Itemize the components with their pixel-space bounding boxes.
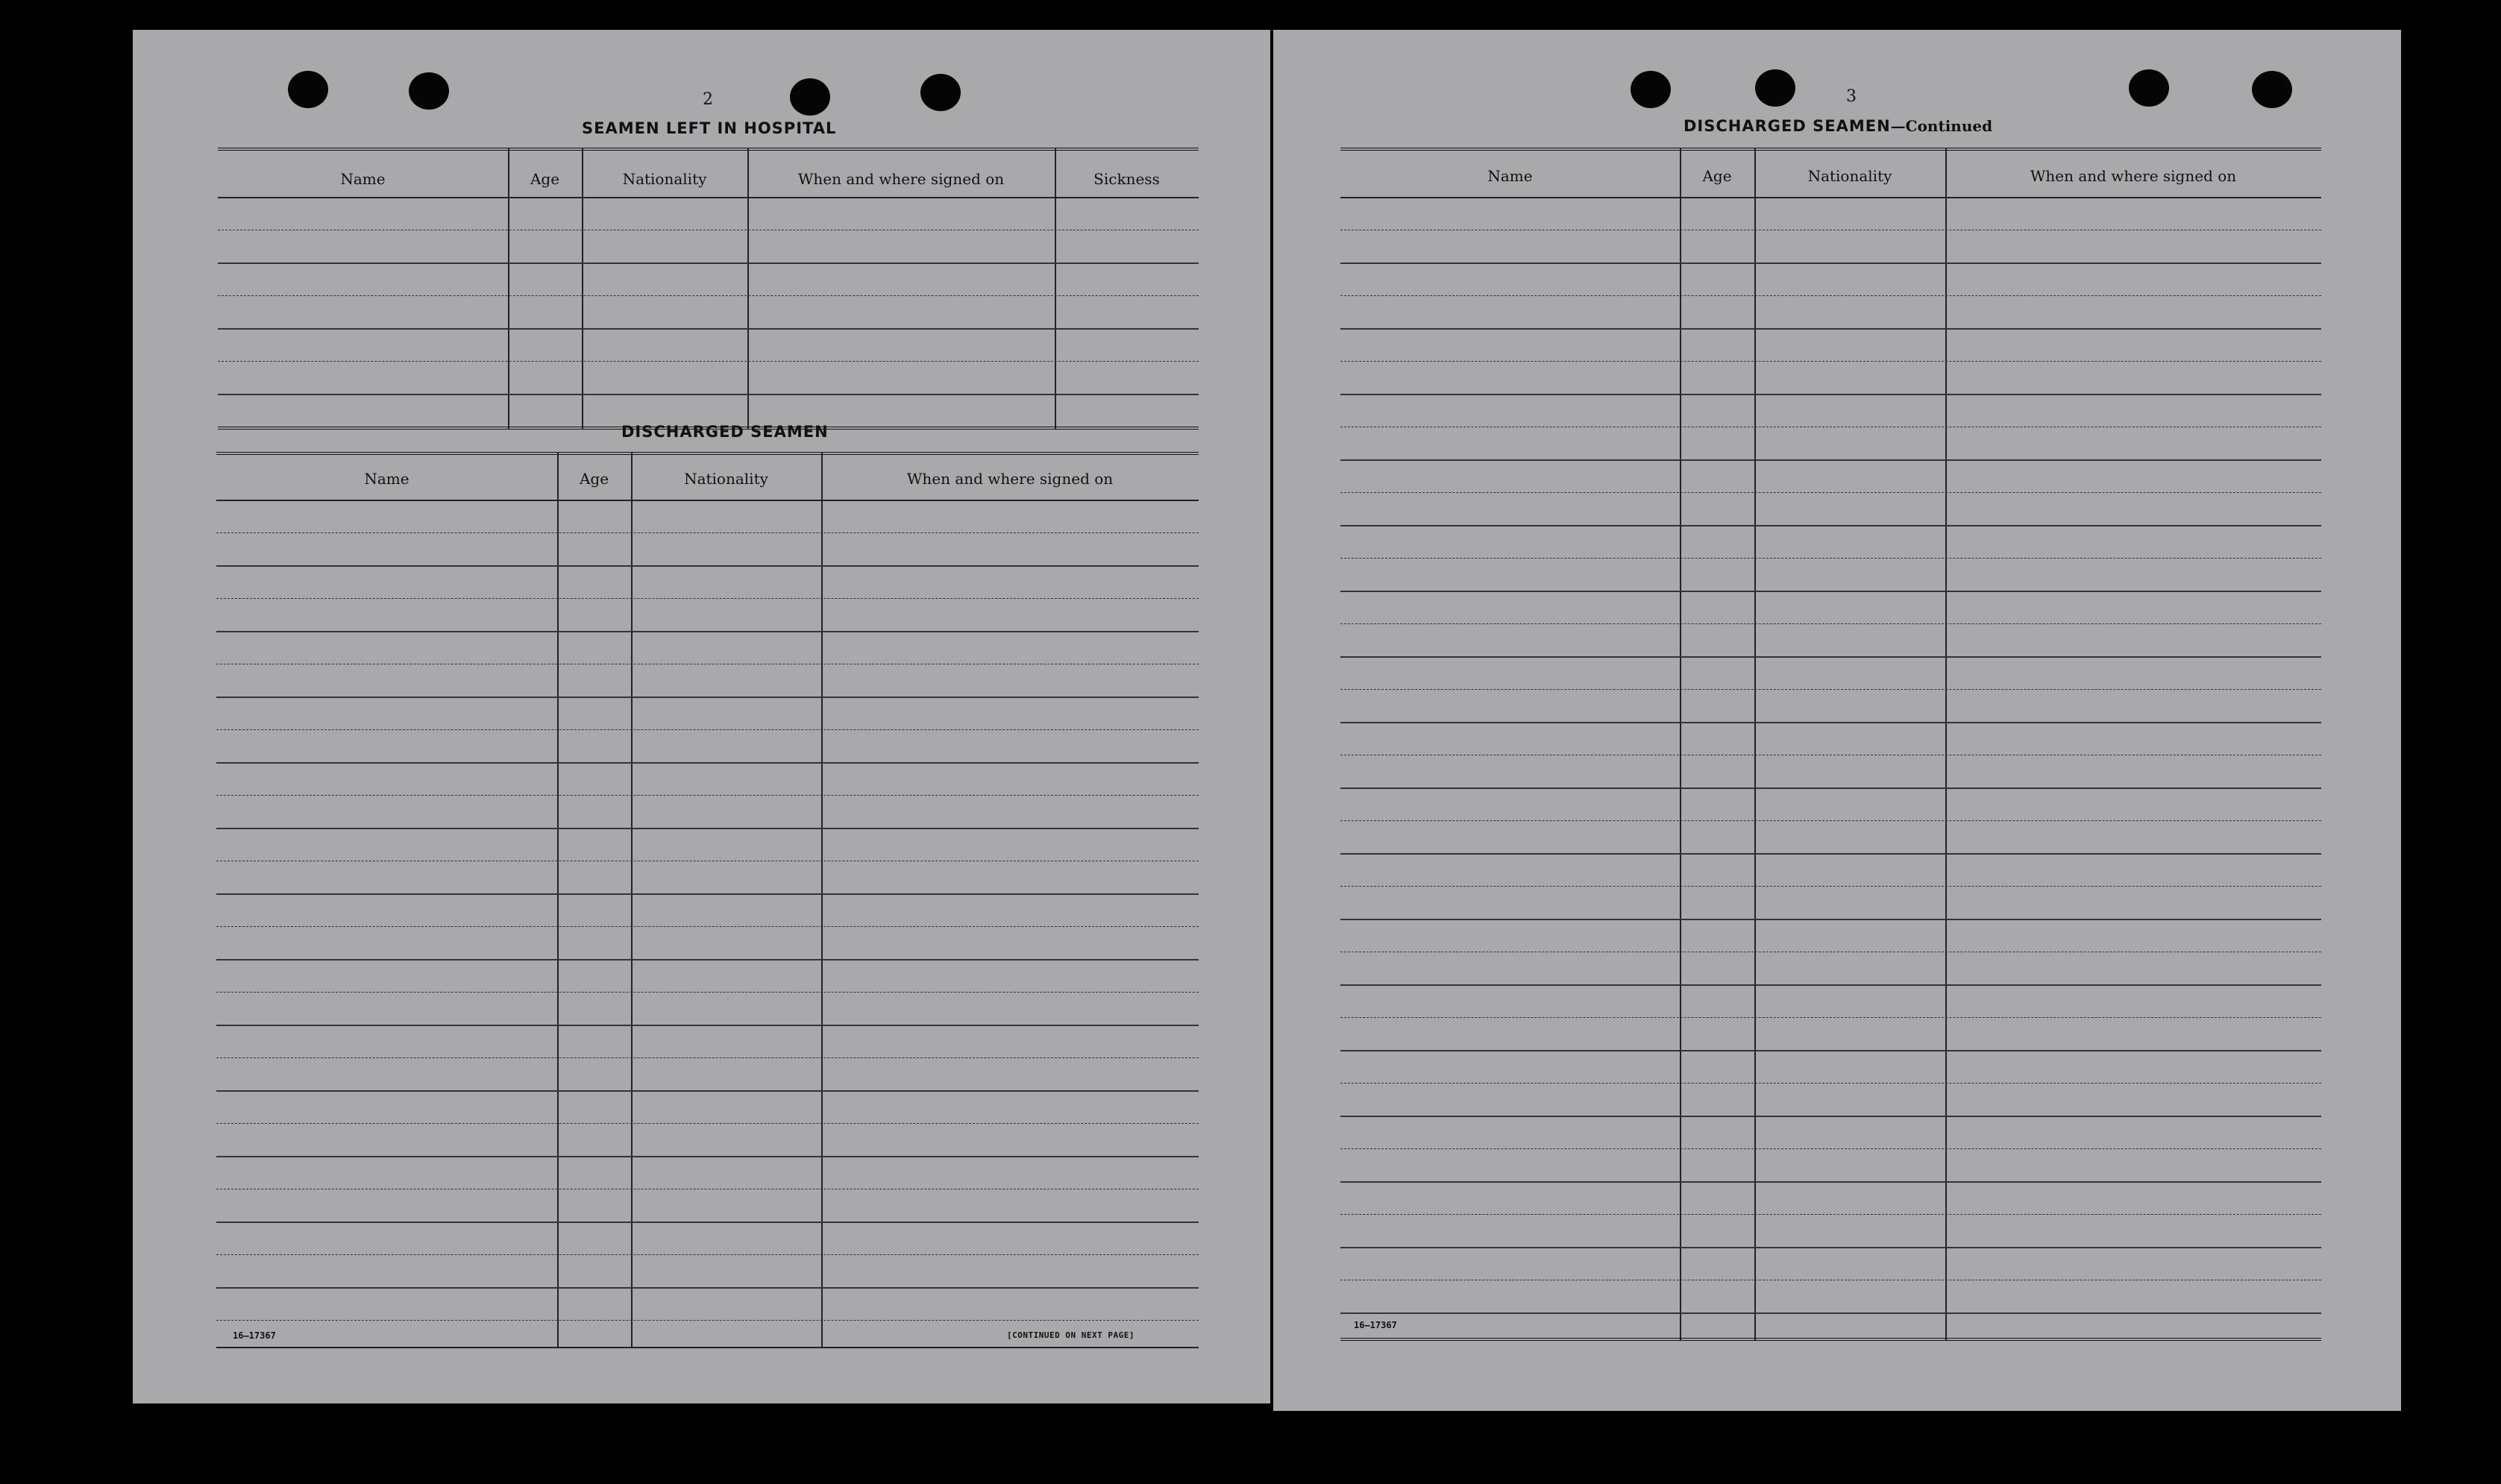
table-row-line [1340,787,2321,789]
table-row-line [218,361,1199,362]
table-row-line [1340,262,2321,264]
table-row-line [1340,1050,2321,1051]
hospital-section-title: SEAMEN LEFT IN HOSPITAL [582,119,837,137]
table-row-line [1340,1214,2321,1215]
table-row-line [1340,1017,2321,1018]
table-top-rule [216,452,1199,455]
table-row-line [1340,525,2321,526]
table-row-line [216,1090,1199,1092]
continued-suffix: —Continued [1890,117,1993,135]
table-row-line [216,1222,1199,1223]
discharged-continued-title-main: DISCHARGED SEAMEN [1683,117,1891,135]
column-header-name: Name [340,170,386,188]
table-row-line [216,992,1199,993]
table-row-line [216,1287,1199,1289]
discharged-continued-title [1683,117,1992,135]
table-bottom-rule [216,1347,1199,1348]
column-divider [508,148,509,430]
table-row-line [216,795,1199,796]
right-page [1273,30,2401,1411]
column-divider [1754,148,1756,1341]
table-row-line [1340,886,2321,887]
punch-hole [409,72,449,110]
table-row-line [216,893,1199,895]
table-row-line [1340,591,2321,592]
column-header-signed-on: When and where signed on [906,470,1114,488]
table-row-line [1340,328,2321,330]
table-row-line [1340,656,2321,658]
table-row-line [1340,853,2321,855]
continued-note: [CONTINUED ON NEXT PAGE] [1007,1330,1135,1340]
column-header-name: Name [1487,167,1533,185]
table-row-line [1340,1181,2321,1183]
table-row-line [216,959,1199,960]
column-divider [557,452,559,1347]
column-header-nationality: Nationality [1807,167,1892,185]
table-row-line [1340,984,2321,986]
form-code: 16—17367 [233,1330,276,1341]
table-row-line [216,762,1199,764]
table-row-line [216,729,1199,730]
table-row-line [1340,1148,2321,1149]
table-row-line [1340,492,2321,493]
table-row-line [1340,558,2321,559]
table-row-line [1340,394,2321,395]
table-row-line [1340,1247,2321,1248]
table-row-line [216,697,1199,698]
table-row-line [216,532,1199,533]
table-row-line [216,598,1199,599]
table-row-line [218,295,1199,296]
column-header-nationality: Nationality [684,470,768,488]
table-row-line [216,828,1199,829]
table-row-line [216,1123,1199,1124]
punch-hole [1631,71,1671,108]
table-row-line [1340,1083,2321,1084]
column-header-signed-on: When and where signed on [2030,167,2237,185]
table-row-line [1340,295,2321,296]
discharged-table [216,452,1199,1356]
table-bottom-rule [1340,1338,2321,1341]
table-row-line [218,328,1199,330]
column-divider [1680,148,1681,1341]
column-divider [1945,148,1947,1341]
left-page [133,30,1270,1403]
table-row-line [216,631,1199,632]
table-row-line [1340,459,2321,461]
table-row-line [1340,361,2321,362]
hospital-table [218,148,1199,437]
column-divider [1055,148,1056,430]
discharged-section-title: DISCHARGED SEAMEN [621,423,829,441]
table-row-line [216,1025,1199,1026]
column-header-name: Name [364,470,409,488]
column-header-age: Age [1702,167,1732,185]
table-row-line [1340,623,2321,624]
column-header-signed-on: When and where signed on [797,170,1005,188]
table-top-rule [1340,148,2321,151]
table-row-line [216,1320,1199,1321]
table-row-line [1340,689,2321,690]
table-row-line [218,394,1199,395]
punch-hole [2252,71,2292,108]
page-number: 3 [1846,87,1857,106]
column-divider [821,452,823,1347]
table-row-line [1340,820,2321,821]
table-row-line [1340,722,2321,723]
table-row-line [1340,1312,2321,1314]
table-row-line [218,262,1199,264]
table-row-line [216,1254,1199,1255]
header-rule [218,197,1199,198]
column-divider [582,148,583,430]
page-number: 2 [703,90,713,109]
table-row-line [1340,919,2321,920]
column-header-nationality: Nationality [622,170,707,188]
discharged-continued-table [1340,148,2321,1350]
table-row-line [1340,1116,2321,1117]
table-row-line [216,926,1199,927]
table-row-line [216,1057,1199,1058]
table-row-line [216,565,1199,567]
column-divider [747,148,749,430]
punch-hole [920,74,961,111]
punch-hole [2129,69,2169,107]
punch-hole [288,71,328,108]
column-header-sickness: Sickness [1093,170,1160,188]
table-row-line [216,1156,1199,1157]
header-rule [216,500,1199,501]
column-header-age: Age [530,170,560,188]
punch-hole [790,78,830,116]
punch-hole [1755,69,1795,107]
column-divider [631,452,633,1347]
form-code: 16—17367 [1354,1320,1397,1330]
header-rule [1340,197,2321,198]
column-header-age: Age [579,470,609,488]
table-top-rule [218,148,1199,151]
